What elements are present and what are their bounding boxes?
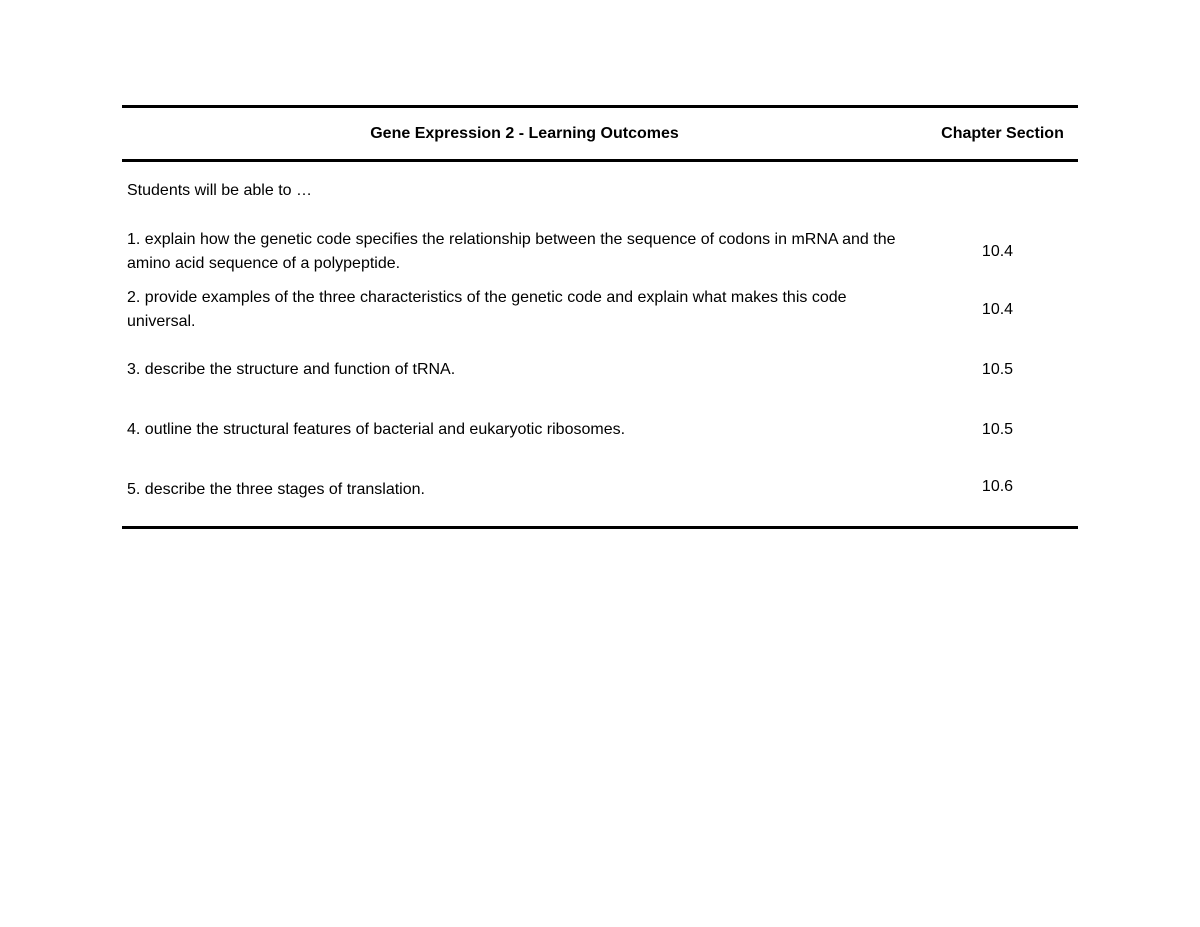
table-row: [122, 460, 1078, 526]
table-row: [122, 400, 1078, 460]
table-row: [122, 224, 1078, 280]
learning-outcomes-table: [122, 105, 1078, 529]
table-title: Gene Expression 2 - Learning Outcomes: [370, 124, 679, 142]
intro-text: Students will be able to …: [127, 182, 312, 199]
outcome-section: 10.4: [981, 243, 1014, 260]
table-row: [122, 340, 1078, 400]
outcome-text: 2. provide examples of the three characteristics of the genetic code and explain what makes this code universal.: [127, 289, 847, 330]
table-header: [122, 108, 1078, 162]
outcome-text: 3. describe the structure and function of tRNA.: [127, 361, 456, 378]
outcome-section: 10.4: [981, 301, 1014, 318]
chapter-section-header: Chapter Section: [941, 124, 1064, 142]
outcome-text: 1. explain how the genetic code specifies the relationship between the sequence of codons in mRNA and the amino acid sequence of a polypeptide.: [127, 231, 896, 272]
outcome-section: 10.6: [981, 478, 1014, 495]
outcome-section: 10.5: [981, 421, 1014, 438]
outcome-section: 10.5: [981, 361, 1014, 378]
outcome-text: 5. describe the three stages of translation.: [127, 481, 425, 498]
outcome-text: 4. outline the structural features of bacterial and eukaryotic ribosomes.: [127, 421, 626, 438]
table-row: [122, 280, 1078, 340]
